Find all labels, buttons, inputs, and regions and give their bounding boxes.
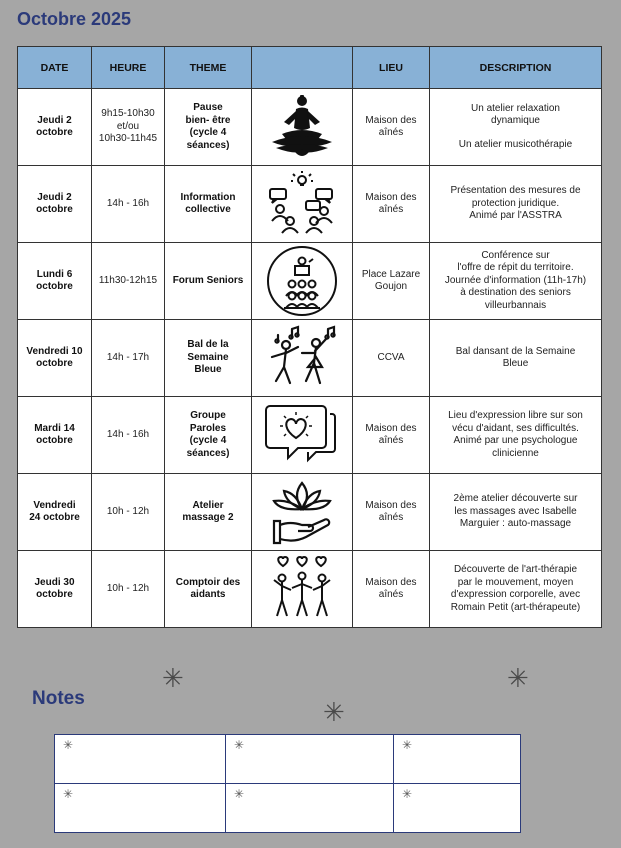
notes-cell[interactable] (226, 735, 394, 784)
text-line: collective (185, 204, 231, 215)
table-row (18, 474, 602, 551)
text-line: Maison des (365, 114, 417, 126)
sparkle-icon: ✳ (507, 663, 529, 693)
text-line: Maison des (365, 576, 417, 588)
asterisk-icon: ✳ (234, 787, 245, 801)
text-line: vécu d'aidant, ses difficultés. (452, 422, 579, 434)
text-line: Romain Petit (art-thérapeute) (450, 601, 581, 613)
conference-icon (255, 244, 349, 318)
cell-description (430, 551, 602, 628)
text-line: (cycle 4 (189, 435, 227, 446)
text-line: Animé par l'ASSTRA (469, 210, 562, 222)
notes-cell[interactable] (55, 784, 226, 833)
table-row (18, 397, 602, 474)
notes-grid (54, 734, 521, 833)
text-line: Lieu d'expression libre sur son (448, 410, 583, 421)
notes-cell[interactable] (55, 735, 226, 784)
notes-title: Notes (32, 688, 85, 709)
text-line: aînés (378, 204, 404, 215)
header-date: DATE (18, 47, 92, 89)
cell-image (252, 551, 353, 628)
discussion-group-icon (255, 169, 349, 239)
cell-description (430, 397, 602, 474)
cell-description (430, 243, 602, 320)
cell-theme (165, 89, 252, 166)
text-line: aînés (378, 127, 404, 138)
text-line: octobre (36, 281, 73, 292)
text-line: Animé par une psychologue (453, 435, 578, 446)
text-line: 10h - 12h (106, 582, 150, 594)
text-line: bien- être (185, 114, 231, 126)
asterisk-icon: ✳ (402, 787, 413, 801)
text-line: CCVA (377, 351, 405, 363)
text-line: (cycle 4 (189, 127, 227, 138)
text-line: massage 2 (182, 512, 234, 523)
cell-theme (165, 551, 252, 628)
cell-description (430, 166, 602, 243)
text-line: aînés (378, 512, 404, 523)
table-header-row (18, 47, 602, 89)
text-line: Présentation des mesures de (450, 185, 581, 197)
text-line: Marguier : auto-massage (459, 518, 572, 530)
text-line: Maison des (365, 499, 417, 511)
notes-row (55, 735, 521, 784)
cell-heure (92, 243, 165, 320)
cell-heure (92, 320, 165, 397)
text-line: clinicienne (492, 447, 539, 459)
text-line: octobre (36, 435, 73, 446)
notes-cell[interactable] (394, 784, 521, 833)
cell-theme (165, 397, 252, 474)
cell-heure (92, 551, 165, 628)
cell-date (18, 89, 92, 166)
text-line: à destination des seniors (460, 287, 571, 299)
text-line: d'expression corporelle, avec (450, 589, 581, 600)
cell-heure (92, 397, 165, 474)
text-line: aînés (378, 435, 404, 446)
text-line: Forum Seniors (172, 274, 244, 286)
sparkle-icon: ✳ (162, 663, 184, 693)
text-line: et/ou (116, 120, 140, 132)
caregivers-hearts-icon (255, 554, 349, 624)
cell-image (252, 89, 353, 166)
cell-date (18, 397, 92, 474)
cell-description (430, 474, 602, 551)
lotus-hand-icon (255, 477, 349, 547)
cell-theme (165, 166, 252, 243)
header-heure: HEURE (92, 47, 165, 89)
notes-cell[interactable] (226, 784, 394, 833)
text-line: octobre (36, 127, 73, 138)
table-row (18, 89, 602, 166)
text-line: villeurbannais (484, 299, 547, 311)
text-line: 14h - 16h (106, 428, 150, 440)
text-line: Mardi 14 (34, 422, 75, 434)
text-line: aînés (378, 589, 404, 600)
text-line: Jeudi 2 (37, 191, 72, 203)
text-line: octobre (36, 204, 73, 215)
cell-lieu (353, 243, 430, 320)
cell-lieu (353, 397, 430, 474)
text-line: Semaine (187, 351, 229, 363)
text-line: 10h30-11h45 (98, 133, 158, 145)
text-line: par le mouvement, moyen (457, 576, 574, 588)
text-line: Vendredi 10 (26, 345, 83, 357)
cell-lieu (353, 474, 430, 551)
text-line: Place Lazare (361, 268, 421, 280)
cell-date (18, 474, 92, 551)
text-line: Paroles (189, 422, 227, 434)
text-line: Atelier (192, 499, 224, 511)
text-line: dynamique (491, 115, 540, 127)
text-line: Jeudi 2 (37, 114, 72, 126)
notes-cell[interactable] (394, 735, 521, 784)
text-line: protection juridique. (471, 197, 560, 209)
cell-image (252, 474, 353, 551)
text-line: l'offre de répit du territoire. (457, 262, 574, 274)
text-line: Maison des (365, 422, 417, 434)
cell-date (18, 551, 92, 628)
notes-row (55, 784, 521, 833)
text-line: 14h - 17h (106, 351, 150, 363)
cell-theme (165, 243, 252, 320)
cell-theme (165, 474, 252, 551)
dancing-couple-icon (255, 323, 349, 393)
cell-lieu (353, 320, 430, 397)
text-line: Bleue (194, 364, 222, 376)
cell-date (18, 166, 92, 243)
cell-description (430, 89, 602, 166)
cell-theme (165, 320, 252, 397)
cell-image (252, 166, 353, 243)
table-row (18, 320, 602, 397)
text-line: Comptoir des (175, 576, 241, 588)
cell-date (18, 320, 92, 397)
asterisk-icon: ✳ (234, 738, 245, 752)
cell-date (18, 243, 92, 320)
sparkle-icon: ✳ (323, 697, 345, 727)
header-theme: THEME (165, 47, 252, 89)
asterisk-icon: ✳ (63, 738, 74, 752)
table-row (18, 166, 602, 243)
table-row (18, 243, 602, 320)
heart-speech-bubble-icon (255, 400, 349, 470)
text-line: 2ème atelier découverte sur (453, 493, 578, 505)
line-gap (433, 128, 598, 139)
text-line: Bleue (502, 358, 529, 369)
cell-image (252, 320, 353, 397)
header-description: DESCRIPTION (430, 47, 602, 89)
text-line: aidants (190, 589, 226, 600)
text-line: octobre (36, 358, 73, 369)
cell-image (252, 243, 353, 320)
text-line: Découverte de l'art-thérapie (453, 564, 578, 575)
text-line: Pause (193, 102, 223, 113)
cell-description (430, 320, 602, 397)
text-line: Bal de la (187, 339, 229, 351)
text-line: Maison des (365, 191, 417, 203)
cell-image (252, 397, 353, 474)
text-line: Lundi 6 (36, 268, 73, 280)
asterisk-icon: ✳ (63, 787, 74, 801)
text-line: Un atelier musicothérapie (458, 138, 573, 150)
text-line: 14h - 16h (106, 197, 150, 209)
text-line: séances) (186, 447, 230, 459)
text-line: Jeudi 30 (34, 576, 75, 588)
text-line: 10h - 12h (106, 505, 150, 517)
text-line: Un atelier relaxation (471, 102, 560, 114)
text-line: Conférence sur (481, 249, 550, 261)
text-line: Vendredi (33, 499, 76, 511)
table-row (18, 551, 602, 628)
header-lieu: LIEU (353, 47, 430, 89)
cell-lieu (353, 551, 430, 628)
text-line: Goujon (374, 281, 408, 292)
text-line: les massages avec Isabelle (454, 505, 577, 517)
cell-lieu (353, 89, 430, 166)
text-line: Bal dansant de la Semaine (455, 345, 576, 357)
cell-heure (92, 166, 165, 243)
cell-heure (92, 474, 165, 551)
asterisk-icon: ✳ (402, 738, 413, 752)
text-line: octobre (36, 589, 73, 600)
text-line: 24 octobre (29, 512, 80, 523)
schedule-table (17, 46, 602, 628)
cell-heure (92, 89, 165, 166)
header-image (252, 47, 353, 89)
text-line: 11h30-12h15 (98, 274, 158, 286)
meditation-icon (255, 92, 349, 162)
page-title: Octobre 2025 (17, 9, 132, 29)
text-line: Journée d'information (11h-17h) (444, 274, 587, 286)
cell-lieu (353, 166, 430, 243)
text-line: séances) (186, 139, 230, 151)
text-line: Groupe (190, 410, 226, 421)
text-line: Information (180, 191, 236, 203)
text-line: 9h15-10h30 (101, 108, 155, 120)
